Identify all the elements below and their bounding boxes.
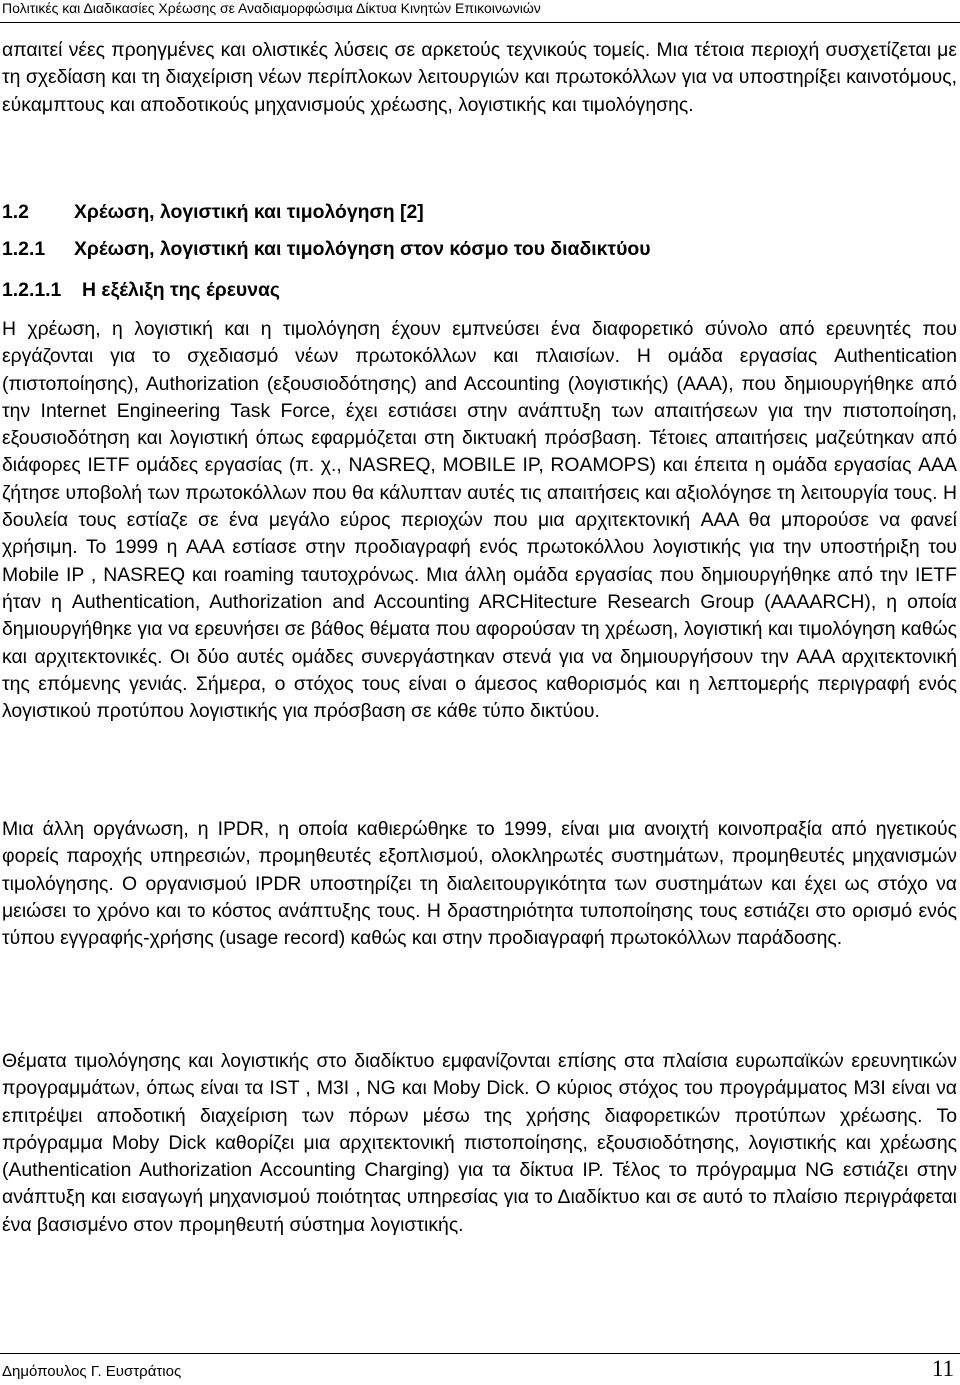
paragraph-aaa-working-group: Η χρέωση, η λογιστική και η τιμολόγηση έχουν εμπνεύσει ένα διαφορετικό σύνολο από ερευνητές που εργάζονται για το σχεδιασμό νέων πρωτοκόλλων και πλαισίων. Η ομάδα εργασίας Authentication (πιστοποίησης), Authorization (εξουσιοδότησης) and Accounting (λογιστικής) (AAA), που δημιουργήθηκε από την Internet Engineering Task Force, έχει εστιάσει στην ανάπτυξη των απαιτήσεων για την πιστοποίηση, εξουσιοδότηση και λογιστική όπως εφαρμόζεται στη δικτυακή πρόσβαση. Τέτοιες απαιτήσεις μαζεύτηκαν από διάφορες IETF ομάδες εργασίας (π. χ., NASREQ, MOBILE IP, ROAMOPS) και έπειτα η ομάδα εργασίας AAA ζήτησε υποβολή των πρωτοκόλλων που θα κάλυπταν αυτές τις απαιτήσεις και αξιολόγησε τη λειτουργία τους. Η δουλεία τους εστίαζε σε ένα μεγάλο εύρος περιοχών που μια αρχιτεκτονική AAA θα μπορούσε να φανεί χρήσιμη. Το 1999 η AAA εστίασε στην προδιαγραφή ενός πρωτοκόλλου λογιστικής για την υποστήριξη του Mobile IP , NASREQ και roaming ταυτοχρόνως. Μια άλλη ομάδα εργασίας που δημιουργήθηκε από την IETF ήταν η Authentication, Authorization and Accounting ARCHitecture Research Group (AAAARCH), η οποία δημιουργήθηκε για να ερευνήσει σε βάθος θέματα που αφορούσαν τη χρέωση, λογιστική και τιμολόγηση καθώς και αρχιτεκτονικές. Οι δύο αυτές ομάδες συνεργάστηκαν στενά για να δημιουργήσουν την AAA αρχιτεκτονική της επόμενης γενιάς. Σήμερα, ο στόχος τους είναι ο άμεσος καθορισμός και η λεπτομερής περιγραφή ενός λογιστικού προτύπου λογιστικής για πρόσβαση σε κάθε τύπο δικτύου. xyxy=(2,318,957,723)
subsection-title: Χρέωση, λογιστική και τιμολόγηση στον κόσμο του διαδικτύου xyxy=(74,238,651,260)
page-number: 11 xyxy=(931,1356,954,1381)
paragraph-ipdr: Μια άλλη οργάνωση, η IPDR, η οποία καθιερώθηκε το 1999, είναι μια ανοιχτή κοινοπραξία από ηγετικούς φορείς παροχής υπηρεσιών, προμηθευτές εξοπλισμού, ολοκληρωτές συστημάτων, προμηθευτές μηχανισμών τιμολόγησης. Ο οργανισμού IPDR υποστηρίζει τη διαλειτουργικότητα των συστημάτων και έχει ως στόχο να μειώσει το χρόνο και το κόστος ανάπτυξης τους. Η δραστηριότητα τυποποίησης τους εστιάζει στο ορισμό ενός τύπου εγγραφής-χρήσης (usage record) καθώς και στην προδιαγραφή πρωτοκόλλων παράδοσης. xyxy=(2,818,957,950)
subsection-heading-1-2-1 xyxy=(2,236,650,263)
paragraph-european-projects: Θέματα τιμολόγησης και λογιστικής στο διαδίκτυο εμφανίζονται επίσης στα πλαίσια ευρωπαϊκών ερευνητικών προγραμμάτων, όπως είναι τα IST , M3I , NG και Moby Dick. Ο κύριος στόχος του προγράμματος M3I είναι να επιτρέψει αποδοτική διαχείριση των πόρων μέσω της χρήσης διαφορετικών προτύπων χρέωσης. Το πρόγραμμα Moby Dick καθορίζει μια αρχιτεκτονική πιστοποίησης, εξουσιοδότησης, λογιστικής και χρέωσης (Authentication Authorization Accounting Charging) για τα δίκτυα IP. Τέλος το πρόγραμμα NG εστιάζει στην ανάπτυξη και εισαγωγή μηχανισμού ποιότητας υπηρεσίας για το Διαδίκτυο και σε αυτό το πλαίσιο περιγράφεται ένα βασισμένο στον προμηθευτή σύστημα λογιστικής. xyxy=(2,1050,957,1236)
footer-author: Δημόπουλος Γ. Ευστράτιος xyxy=(2,1363,182,1380)
paragraph-intro: απαιτεί νέες προηγμένες και ολιστικές λύσεις σε αρκετούς τεχνικούς τομείς. Μια τέτοια περιοχή συσχετίζεται με τη σχεδίαση και τη διαχείριση νέων περίπλοκων λειτουργιών και πρωτοκόλλων για να υποστηρίξει καινοτόμους, εύκαμπτους και αποδοτικούς μηχανισμούς χρέωσης, λογιστικής και τιμολόγησης. xyxy=(2,39,957,116)
subsection-number: 1.2.1 xyxy=(2,238,46,260)
section-number: 1.2 xyxy=(2,201,29,223)
footer-rule xyxy=(0,1353,960,1354)
section-heading-1-2 xyxy=(2,199,424,226)
running-header: Πολιτικές και Διαδικασίες Χρέωσης σε Αναδιαμορφώσιμα Δίκτυα Κινητών Επικοινωνιών xyxy=(2,0,541,16)
subsubsection-heading-1-2-1-1 xyxy=(2,277,280,304)
section-title: Χρέωση, λογιστική και τιμολόγηση [2] xyxy=(74,201,424,223)
subsubsection-number: 1.2.1.1 xyxy=(2,279,62,301)
header-rule xyxy=(0,22,960,23)
subsubsection-title: Η εξέλιξη της έρευνας xyxy=(82,279,281,301)
